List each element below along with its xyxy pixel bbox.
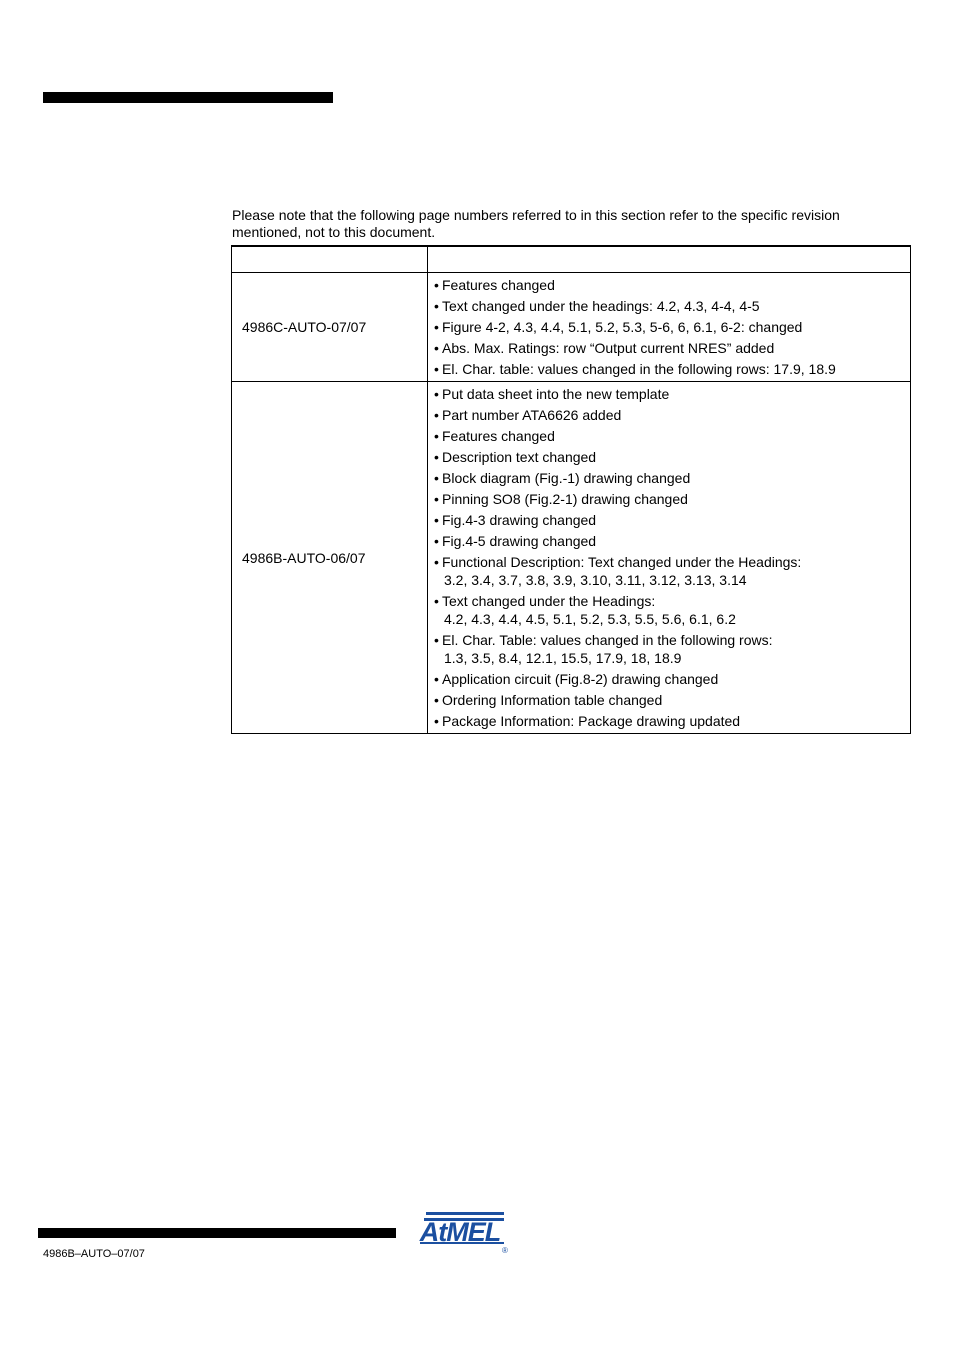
- intro-line-2: mentioned, not to this document.: [232, 224, 436, 240]
- changes-list: [434, 277, 904, 378]
- header-bar: [43, 92, 333, 103]
- revision-cell: 4986B-AUTO-06/07: [232, 382, 428, 734]
- table-header-row: [232, 246, 911, 273]
- change-text: Text changed under the Headings:: [442, 593, 656, 609]
- change-text: Figure 4-2, 4.3, 4.4, 5.1, 5.2, 5.3, 5-6, 6, 6.1, 6-2: changed: [442, 319, 803, 335]
- change-item: [434, 298, 904, 315]
- change-item: [434, 491, 904, 508]
- change-text: Block diagram (Fig.-1) drawing changed: [442, 470, 691, 486]
- footer-doc-code: 4986B–AUTO–07/07: [43, 1248, 145, 1260]
- change-text: Features changed: [442, 428, 555, 444]
- table-body: [232, 273, 911, 734]
- change-text: El. Char. table: values changed in the following rows: 17.9, 18.9: [442, 361, 836, 377]
- change-text: Functional Description: Text changed under the Headings:: [442, 554, 802, 570]
- change-text: Ordering Information table changed: [442, 692, 663, 708]
- header-revision: [232, 246, 428, 273]
- change-item: [434, 449, 904, 466]
- change-item: [434, 512, 904, 529]
- change-item: [434, 713, 904, 730]
- change-text: Application circuit (Fig.8-2) drawing changed: [442, 671, 719, 687]
- change-item: [434, 361, 904, 378]
- change-item: [434, 428, 904, 445]
- change-item: [434, 533, 904, 550]
- logo-wordmark: AtMEL: [419, 1217, 501, 1247]
- change-item: [434, 319, 904, 336]
- change-text-continued: 3.2, 3.4, 3.7, 3.8, 3.9, 3.10, 3.11, 3.12, 3.13, 3.14: [444, 572, 747, 588]
- change-text: El. Char. Table: values changed in the following rows:: [442, 632, 773, 648]
- atmel-logo: [410, 1208, 510, 1256]
- intro-line-1: Please note that the following page numbers referred to in this section refer to the specific revision: [232, 207, 840, 223]
- change-text: Fig.4-3 drawing changed: [442, 512, 597, 528]
- change-text-continued: 4.2, 4.3, 4.4, 4.5, 5.1, 5.2, 5.3, 5.5, 5.6, 6.1, 6.2: [444, 611, 736, 627]
- registered-mark: ®: [502, 1246, 508, 1255]
- change-item: [434, 277, 904, 294]
- footer-bar: [38, 1228, 396, 1238]
- change-item: [434, 554, 904, 589]
- change-item: [434, 340, 904, 357]
- change-item: [434, 632, 904, 667]
- change-text-continued: 1.3, 3.5, 8.4, 12.1, 15.5, 17.9, 18, 18.9: [444, 650, 682, 666]
- change-item: [434, 407, 904, 424]
- change-item: [434, 470, 904, 487]
- change-item: [434, 593, 904, 628]
- change-item: [434, 671, 904, 688]
- change-text: Description text changed: [442, 449, 597, 465]
- change-item: [434, 386, 904, 403]
- change-text: Features changed: [442, 277, 555, 293]
- change-text: Put data sheet into the new template: [442, 386, 670, 402]
- change-text: Abs. Max. Ratings: row “Output current NRES” added: [442, 340, 775, 356]
- revision-history-table: [231, 245, 911, 734]
- changes-cell: [428, 273, 911, 382]
- changes-cell: [428, 382, 911, 734]
- change-item: [434, 692, 904, 709]
- intro-paragraph: [232, 207, 892, 241]
- header-changes: [428, 246, 911, 273]
- change-text: Fig.4-5 drawing changed: [442, 533, 597, 549]
- change-text: Text changed under the headings: 4.2, 4.3, 4-4, 4-5: [442, 298, 760, 314]
- change-text: Part number ATA6626 added: [442, 407, 622, 423]
- table-row: [232, 382, 911, 734]
- change-text: Package Information: Package drawing updated: [442, 713, 741, 729]
- revision-cell: 4986C-AUTO-07/07: [232, 273, 428, 382]
- changes-list: [434, 386, 904, 730]
- change-text: Pinning SO8 (Fig.2-1) drawing changed: [442, 491, 688, 507]
- table-row: [232, 273, 911, 382]
